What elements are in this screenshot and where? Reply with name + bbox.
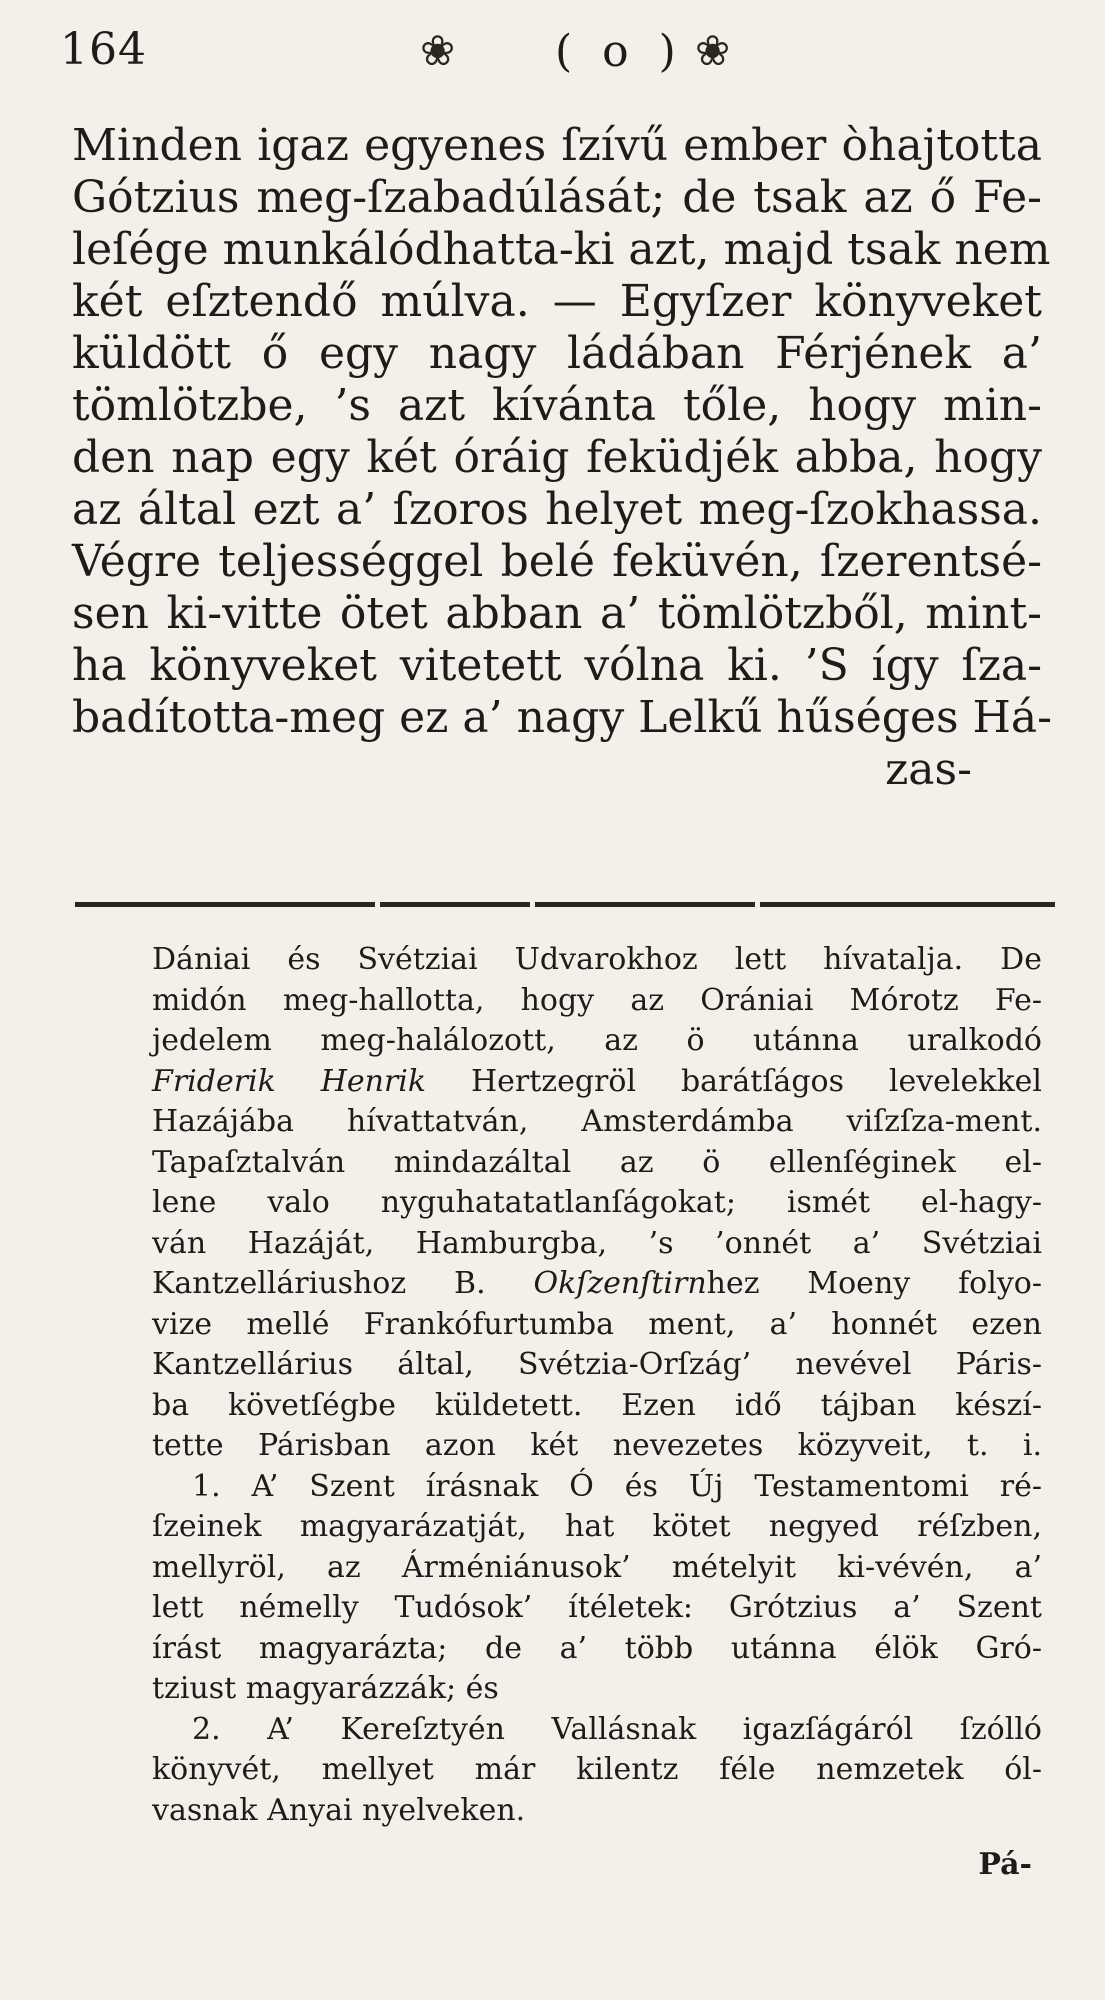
italic-name: Okſzenſtirn [533, 1266, 707, 1301]
body-line: tömlötzbe, ’s azt kívánta tőle, hogy min- [72, 380, 1042, 431]
flower-ornament-icon: ❀ [695, 26, 731, 75]
footnote-line [152, 1264, 1042, 1305]
footnote-line: könyvét, mellyet már kilentz féle nemzetek ól- [152, 1752, 1042, 1787]
body-line: leſége munkálódhatta-ki azt, majd tsak nem [72, 224, 1051, 275]
footnote-line: tziust magyarázzák; és [152, 1671, 499, 1706]
footnote-line: lene valo nyguhatatatlanſágokat; ismét el-hagy- [152, 1185, 1042, 1220]
footnote-line: lett némelly Tudósok’ ítéletek: Grótzius a’ Szent [152, 1590, 1042, 1625]
footnote-line: midón meg-hallotta, hogy az Orániai Mórotz Fe- [152, 982, 1042, 1018]
footnote-line: 1. A’ Szent írásnak Ó és Új Testamentomi ré- [192, 1468, 1042, 1504]
footnote [152, 940, 1042, 1886]
footnote-line: Tapaſztalván mindazáltal az ö ellenſéginek el- [152, 1144, 1042, 1180]
body-line: Gótzius meg-ſzabadúlását; de tsak az ő Fe- [72, 172, 1042, 223]
footnote-line: Hazájába hívattatván, Amsterdámba viſzſza-ment. [152, 1104, 1042, 1139]
footnote-line-rest: hez Moeny folyo- [706, 1266, 1042, 1301]
body-line: az által ezt a’ ſzoros helyet meg-ſzokhassa. [72, 484, 1042, 535]
body-line: den nap egy két óráig feküdjék abba, hogy [72, 432, 1042, 483]
footnote-line: tette Párisban azon két nevezetes közyveit, t. i. [152, 1428, 1042, 1463]
footnote-line: Dániai és Svétziai Udvarokhoz lett hívatalja. De [152, 942, 1042, 977]
footnote-line: írást magyarázta; de a’ több utánna élök Gró- [152, 1630, 1042, 1666]
main-paragraph [72, 120, 1053, 796]
catchword: Pá- [978, 1847, 1032, 1882]
body-line: Végre teljességgel belé feküvén, ſzerentsé- [72, 536, 1042, 587]
footnote-separator-rule [75, 902, 1055, 910]
page-header [40, 18, 1080, 88]
footnote-line: vize mellé Frankófurtumba ment, a’ honnét ezen [152, 1306, 1042, 1342]
footnote-line: ván Hazáját, Hamburgba, ’s ’onnét a’ Svétziai [152, 1225, 1042, 1261]
body-line: küldött ő egy nagy ládában Férjének a’ [72, 328, 1042, 379]
catchword: zas- [885, 744, 972, 795]
footnote-line: ba követſégbe küldetett. Ezen idő tájban készí- [152, 1387, 1042, 1423]
body-line: sen ki-vitte ötet abban a’ tömlötzből, mint- [72, 588, 1042, 639]
body-line: két eſztendő múlva. — Egyſzer könyveket [72, 276, 1042, 327]
footnote-line: 2. A’ Kereſztyén Vallásnak igazſágáról ſzólló [192, 1711, 1042, 1747]
italic-name: Friderik Henrik [152, 1063, 427, 1099]
running-head: ( o ) [555, 26, 684, 77]
footnote-line: vasnak Anyai nyelveken. [152, 1792, 526, 1828]
body-line: ha könyveket vitetett vólna ki. ’S így ſza- [72, 640, 1042, 691]
footnote-line: ſzeinek magyarázatját, hat kötet negyed réſzben, [152, 1509, 1042, 1544]
page-number: 164 [60, 24, 147, 75]
footnote-line-pre: Kantzelláriushoz B. [152, 1266, 534, 1301]
footnote-line-rest: Hertzegröl barátſágos levelekkel [426, 1063, 1042, 1099]
footnote-line: jedelem meg-halálozott, az ö utánna uralkodó [152, 1023, 1042, 1058]
footnote-line: Kantzellárius által, Svétzia-Orſzág’ nevével Páris- [152, 1347, 1042, 1382]
footnote-line: mellyröl, az Árméniánusok’ mételyit ki-vévén, a’ [152, 1549, 1042, 1585]
flower-ornament-icon: ❀ [420, 26, 456, 75]
body-line: Minden igaz egyenes ſzívű ember òhajtotta [72, 120, 1042, 171]
footnote-line [152, 1062, 1042, 1103]
body-line: badította-meg ez a’ nagy Lelkű hűséges Há- [72, 692, 1053, 743]
